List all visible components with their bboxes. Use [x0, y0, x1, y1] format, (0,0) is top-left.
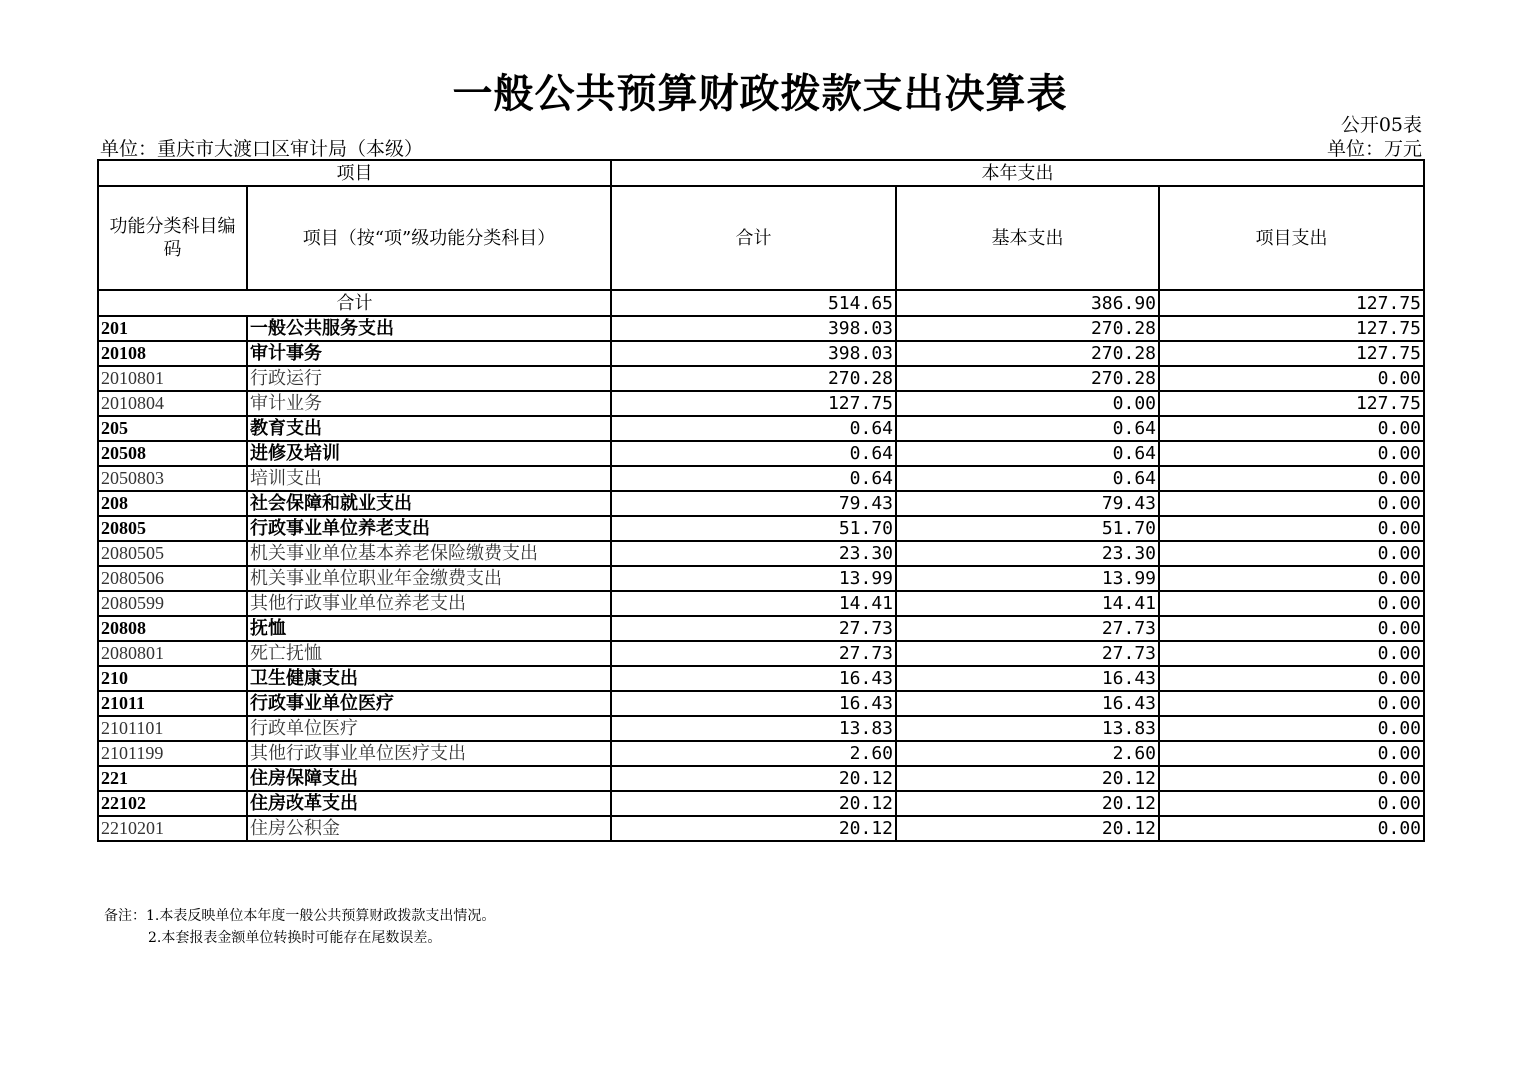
header-row-2: [98, 186, 1424, 290]
table-row: [98, 791, 1424, 816]
table-row: [98, 441, 1424, 466]
row-basic: 270.28: [896, 341, 1159, 366]
row-total: 16.43: [611, 666, 896, 691]
row-project: 0.00: [1159, 791, 1424, 816]
row-code: 2080801: [98, 641, 247, 666]
row-code: 21011: [98, 691, 247, 716]
row-project: 0.00: [1159, 366, 1424, 391]
row-basic: 13.99: [896, 566, 1159, 591]
row-code: 20805: [98, 516, 247, 541]
row-code: 22102: [98, 791, 247, 816]
row-total: 270.28: [611, 366, 896, 391]
unit-organization: 单位：重庆市大渡口区审计局（本级）: [100, 138, 424, 160]
row-project: 0.00: [1159, 466, 1424, 491]
row-project: 0.00: [1159, 741, 1424, 766]
row-project: 0.00: [1159, 816, 1424, 841]
row-basic: 16.43: [896, 691, 1159, 716]
row-project: 0.00: [1159, 416, 1424, 441]
header-code: 功能分类科目编码: [98, 186, 247, 290]
row-name: 其他行政事业单位医疗支出: [247, 741, 611, 766]
row-total: 20.12: [611, 791, 896, 816]
row-basic: 0.64: [896, 466, 1159, 491]
row-code: 20108: [98, 341, 247, 366]
row-project: 0.00: [1159, 666, 1424, 691]
row-name: 住房公积金: [247, 816, 611, 841]
row-total: 398.03: [611, 316, 896, 341]
table-row: [98, 491, 1424, 516]
row-project: 0.00: [1159, 541, 1424, 566]
row-total: 20.12: [611, 766, 896, 791]
table-row: [98, 541, 1424, 566]
header-row-1: [98, 160, 1424, 186]
row-basic: 0.64: [896, 416, 1159, 441]
row-basic: 16.43: [896, 666, 1159, 691]
header-current-year: 本年支出: [611, 160, 1424, 186]
row-total: 23.30: [611, 541, 896, 566]
table-row: [98, 591, 1424, 616]
row-code: 210: [98, 666, 247, 691]
header-total: 合计: [611, 186, 896, 290]
row-code: 2010804: [98, 391, 247, 416]
row-total: 79.43: [611, 491, 896, 516]
row-project: 0.00: [1159, 441, 1424, 466]
row-code: 2101101: [98, 716, 247, 741]
row-project: 0.00: [1159, 491, 1424, 516]
table-row: [98, 391, 1424, 416]
row-code: 201: [98, 316, 247, 341]
page-title: 一般公共预算财政拨款支出决算表: [452, 70, 1068, 117]
row-basic: 79.43: [896, 491, 1159, 516]
row-basic: 23.30: [896, 541, 1159, 566]
row-name: 死亡抚恤: [247, 641, 611, 666]
table-row: [98, 741, 1424, 766]
row-code: 208: [98, 491, 247, 516]
row-code: 2210201: [98, 816, 247, 841]
row-code: 20508: [98, 441, 247, 466]
row-code: 2010801: [98, 366, 247, 391]
table-row: [98, 341, 1424, 366]
row-basic: 51.70: [896, 516, 1159, 541]
note-2: 2.本套报表金额单位转换时可能存在尾数误差。: [148, 930, 442, 946]
row-code: 2080599: [98, 591, 247, 616]
header-project-exp: 项目支出: [1159, 186, 1424, 290]
total-row: [98, 290, 1424, 316]
row-basic: 270.28: [896, 316, 1159, 341]
table-row: [98, 566, 1424, 591]
table-row: [98, 716, 1424, 741]
table-row: [98, 516, 1424, 541]
row-total: 2.60: [611, 741, 896, 766]
row-name: 教育支出: [247, 416, 611, 441]
row-total: 51.70: [611, 516, 896, 541]
row-code: 205: [98, 416, 247, 441]
row-basic: 27.73: [896, 616, 1159, 641]
row-total: 0.64: [611, 466, 896, 491]
unit-currency: 单位：万元: [1326, 138, 1422, 160]
table-row: [98, 816, 1424, 841]
row-name: 进修及培训: [247, 441, 611, 466]
row-project: 127.75: [1159, 341, 1424, 366]
row-total: 398.03: [611, 341, 896, 366]
row-project: 0.00: [1159, 766, 1424, 791]
row-project: 0.00: [1159, 716, 1424, 741]
expenditure-table: [97, 159, 1425, 842]
row-total: 16.43: [611, 691, 896, 716]
row-code: 2050803: [98, 466, 247, 491]
row-name: 审计业务: [247, 391, 611, 416]
row-project: 127.75: [1159, 316, 1424, 341]
row-total: 127.75: [611, 391, 896, 416]
header-basic: 基本支出: [896, 186, 1159, 290]
row-total: 0.64: [611, 416, 896, 441]
row-name: 机关事业单位职业年金缴费支出: [247, 566, 611, 591]
total-total: 514.65: [611, 290, 896, 316]
row-total: 13.99: [611, 566, 896, 591]
row-basic: 20.12: [896, 816, 1159, 841]
row-basic: 27.73: [896, 641, 1159, 666]
row-project: 0.00: [1159, 591, 1424, 616]
row-total: 27.73: [611, 641, 896, 666]
table-row: [98, 641, 1424, 666]
row-name: 行政运行: [247, 366, 611, 391]
row-basic: 20.12: [896, 766, 1159, 791]
header-name: 项目（按“项”级功能分类科目）: [247, 186, 611, 290]
row-project: 0.00: [1159, 641, 1424, 666]
row-basic: 2.60: [896, 741, 1159, 766]
row-name: 住房保障支出: [247, 766, 611, 791]
table-row: [98, 316, 1424, 341]
row-name: 培训支出: [247, 466, 611, 491]
row-basic: 14.41: [896, 591, 1159, 616]
row-total: 13.83: [611, 716, 896, 741]
row-total: 27.73: [611, 616, 896, 641]
table-row: [98, 766, 1424, 791]
table-row: [98, 466, 1424, 491]
table-row: [98, 616, 1424, 641]
note-1: 备注：1.本表反映单位本年度一般公共预算财政拨款支出情况。: [104, 908, 496, 924]
row-name: 行政事业单位医疗: [247, 691, 611, 716]
row-name: 一般公共服务支出: [247, 316, 611, 341]
row-basic: 13.83: [896, 716, 1159, 741]
row-project: 0.00: [1159, 691, 1424, 716]
row-code: 221: [98, 766, 247, 791]
row-name: 机关事业单位基本养老保险缴费支出: [247, 541, 611, 566]
notes: [104, 905, 495, 949]
total-basic: 386.90: [896, 290, 1159, 316]
row-basic: 0.64: [896, 441, 1159, 466]
row-code: 2101199: [98, 741, 247, 766]
row-project: 127.75: [1159, 391, 1424, 416]
row-project: 0.00: [1159, 516, 1424, 541]
table-row: [98, 416, 1424, 441]
row-total: 14.41: [611, 591, 896, 616]
row-name: 其他行政事业单位养老支出: [247, 591, 611, 616]
total-project: 127.75: [1159, 290, 1424, 316]
row-total: 0.64: [611, 441, 896, 466]
row-name: 卫生健康支出: [247, 666, 611, 691]
total-label: 合计: [98, 290, 611, 316]
header-project: 项目: [98, 160, 611, 186]
table-row: [98, 691, 1424, 716]
row-name: 社会保障和就业支出: [247, 491, 611, 516]
row-name: 审计事务: [247, 341, 611, 366]
row-basic: 270.28: [896, 366, 1159, 391]
row-name: 住房改革支出: [247, 791, 611, 816]
row-total: 20.12: [611, 816, 896, 841]
row-name: 行政单位医疗: [247, 716, 611, 741]
row-project: 0.00: [1159, 566, 1424, 591]
row-code: 20808: [98, 616, 247, 641]
form-number: 公开05表: [1340, 114, 1422, 136]
table-row: [98, 666, 1424, 691]
row-code: 2080506: [98, 566, 247, 591]
row-name: 抚恤: [247, 616, 611, 641]
row-code: 2080505: [98, 541, 247, 566]
table-row: [98, 366, 1424, 391]
row-basic: 20.12: [896, 791, 1159, 816]
row-basic: 0.00: [896, 391, 1159, 416]
row-project: 0.00: [1159, 616, 1424, 641]
row-name: 行政事业单位养老支出: [247, 516, 611, 541]
